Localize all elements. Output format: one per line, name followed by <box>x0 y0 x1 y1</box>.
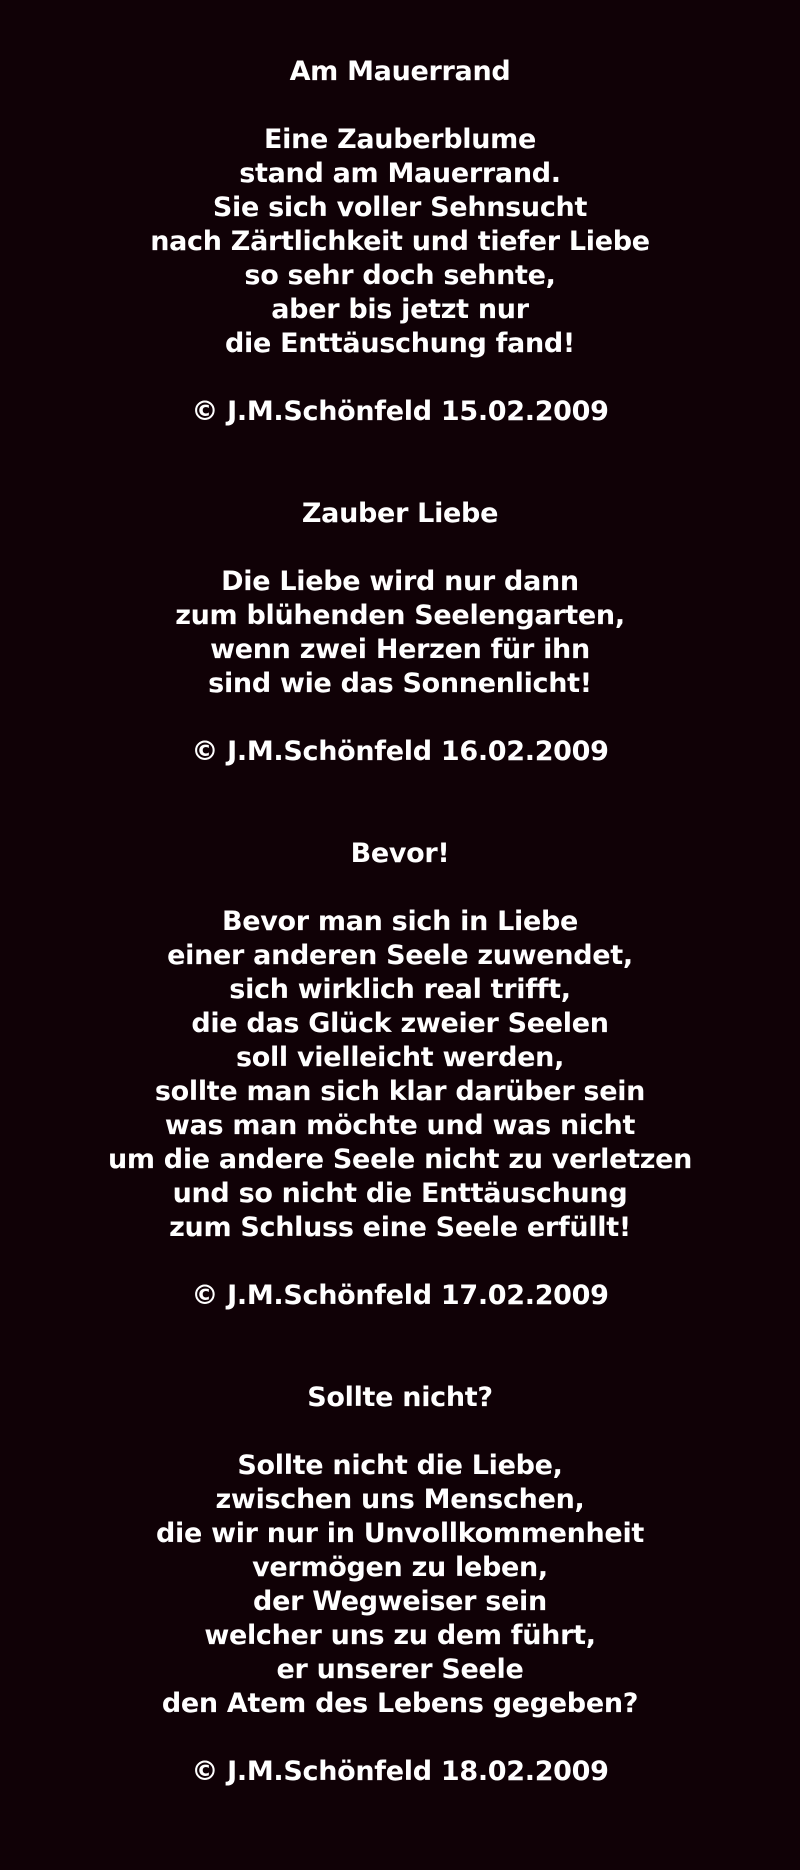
poem-line: und so nicht die Enttäuschung <box>172 1178 628 1209</box>
poem-line: die das Glück zweier Seelen <box>191 1008 609 1039</box>
poem-line: der Wegweiser sein <box>253 1586 547 1617</box>
poem-line: was man möchte und was nicht <box>164 1110 636 1141</box>
poem-line: soll vielleicht werden, <box>235 1042 565 1073</box>
copyright-line: © J.M.Schönfeld 17.02.2009 <box>191 1280 609 1311</box>
poem-line: sind wie das Sonnenlicht! <box>208 668 592 699</box>
poem-stanza <box>0 123 800 361</box>
poem-line: um die andere Seele nicht zu verletzen <box>107 1144 693 1175</box>
poem-section-bevor <box>0 837 800 1313</box>
poem-line: sollte man sich klar darüber sein <box>154 1076 646 1107</box>
poem-section-am-mauerrand <box>0 55 800 429</box>
poem-line: stand am Mauerrand. <box>239 158 561 189</box>
poem-stanza <box>0 565 800 701</box>
poem-line: so sehr doch sehnte, <box>244 260 556 291</box>
poem-section-zauber-liebe <box>0 497 800 769</box>
copyright-line: © J.M.Schönfeld 15.02.2009 <box>191 396 609 427</box>
poem-line: die Enttäuschung fand! <box>225 328 575 359</box>
copyright-line: © J.M.Schönfeld 16.02.2009 <box>191 736 609 767</box>
poem-line: Die Liebe wird nur dann <box>221 566 579 597</box>
poem-line: wenn zwei Herzen für ihn <box>210 634 590 665</box>
poem-stanza <box>0 1449 800 1721</box>
poem-line: Sollte nicht die Liebe, <box>237 1450 563 1481</box>
copyright-line: © J.M.Schönfeld 18.02.2009 <box>191 1756 609 1787</box>
poem-line: zwischen uns Menschen, <box>215 1484 585 1515</box>
poem-line: welcher uns zu dem führt, <box>204 1620 596 1651</box>
poem-line: Bevor man sich in Liebe <box>221 906 579 937</box>
poem-title: Am Mauerrand <box>289 56 511 87</box>
poem-line: Sie sich voller Sehnsucht <box>212 192 588 223</box>
poem-line: aber bis jetzt nur <box>271 294 529 325</box>
poem-line: nach Zärtlichkeit und tiefer Liebe <box>150 226 650 257</box>
poem-line: den Atem des Lebens gegeben? <box>161 1688 639 1719</box>
poem-section-sollte-nicht <box>0 1381 800 1789</box>
poem-title: Bevor! <box>350 838 450 869</box>
poem-title: Sollte nicht? <box>307 1382 493 1413</box>
poem-line: Eine Zauberblume <box>263 124 537 155</box>
poem-line: sich wirklich real trifft, <box>229 974 571 1005</box>
poem-line: er unserer Seele <box>276 1654 524 1685</box>
poem-stanza <box>0 905 800 1245</box>
poem-line: zum Schluss eine Seele erfüllt! <box>169 1212 631 1243</box>
poem-line: einer anderen Seele zuwendet, <box>167 940 633 971</box>
poem-title: Zauber Liebe <box>301 498 499 529</box>
poem-line: zum blühenden Seelengarten, <box>175 600 625 631</box>
poem-line: die wir nur in Unvollkommenheit <box>155 1518 645 1549</box>
poem-line: vermögen zu leben, <box>252 1552 548 1583</box>
